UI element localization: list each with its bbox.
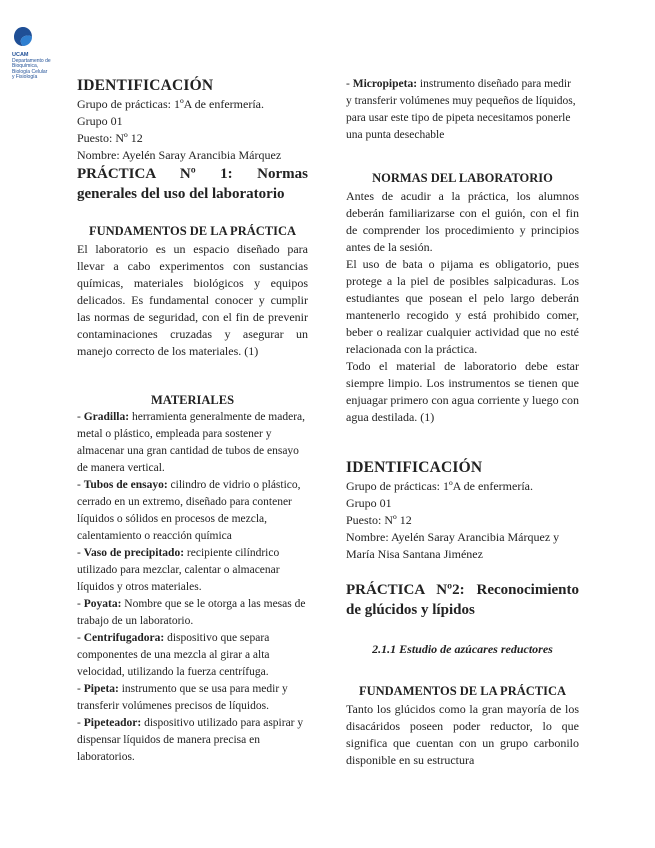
ucam-logo [12,26,68,81]
material-term: Pipeta: [83,683,119,695]
normas-paragraph: Antes de acudir a la práctica, los alumnos deberán familiarizarse con el guión, con el fin de comprender los procedimiento y principios antes de la sesión. [346,189,579,254]
identification-line: Grupo de prácticas: 1ºA de enfermería. [346,479,533,493]
identification-line: Nombre: Ayelén Saray Arancibia Márquez [77,148,282,162]
identification-line: Puesto: Nº 12 [346,513,412,527]
practice-1-title: PRÁCTICA Nº 1: Normas generales del uso del laboratorio [77,166,308,202]
identification-line: Grupo 01 [77,114,123,128]
identification-line: Nombre: Ayelén Saray Arancibia Márquez y María Nisa Santana Jiménez [346,530,560,561]
material-item: - Vaso de precipitado: recipiente cilíndrico utilizado para mezclar, calentar o almacenar líquidos y otros materiales. [77,547,280,593]
material-term: Gradilla: [83,411,130,423]
identification-block [77,76,308,164]
logo-line: Bioquímica, [12,63,39,69]
fundamentos-text: Tanto los glúcidos como la gran mayoría de los disacáridos poseen poder reductor, lo que significa que cuentan con un grupo carbonilo disponible en su estructura [346,702,579,767]
ucam-emblem-icon [12,26,34,50]
practice-1-title-block [77,164,308,204]
material-desc: herramienta generalmente de madera, metal o plástico, empleada para sostener y almacenar una gran cantidad de tubos de ensayo de manera vertical. [77,411,306,474]
fundamentos-text: El laboratorio es un espacio diseñado para llevar a cabo experimentos con sustancias químicas, materiales biológicos y equipos delicados. Es fundamental conocer y cumplir las normas de seguridad, con el fin de prevenir contaminaciones cruzadas y asegurar un manejo correcto de los materiales. (1) [77,242,308,358]
fundamentos-title: FUNDAMENTOS DE LA PRÁCTICA [88,224,297,238]
subsection-block [346,641,579,658]
identification-line: Grupo 01 [346,496,392,510]
material-desc: Nombre que se le otorga a las mesas de trabajo de un laboratorio. [77,598,306,627]
material-item: - Gradilla: herramienta generalmente de madera, metal o plástico, empleada para sostener y almacenar una gran cantidad de tubos de ensayo de manera vertical. [77,411,306,474]
fundamentos-2-block [346,683,579,769]
material-term: Centrifugadora: [83,632,165,644]
subsection-title: 2.1.1 Estudio de azúcares reductores [372,642,553,656]
material-desc: instrumento que se usa para medir y transferir volúmenes precisos de líquidos. [77,683,288,712]
material-desc: dispositivo utilizado para aspirar y dispensar líquidos de manera precisa en laboratorios. [77,717,304,763]
material-item: - Micropipeta: instrumento diseñado para medir y transferir volúmenes muy pequeños de líquidos, para usar este tipo de pipeta necesitamos ponerle una punta desechable [346,78,576,141]
material-item: - Pipeteador: dispositivo utilizado para aspirar y dispensar líquidos de manera precisa en laboratorios. [77,717,304,763]
material-item: - Pipeta: instrumento que se usa para medir y transferir volúmenes precisos de líquidos. [77,683,288,712]
normas-paragraph: El uso de bata o pijama es obligatorio, pues protege a la piel de posibles salpicaduras. Los estudiantes que posean el pelo largo deberán mantenerlo recogido y está prohibido comer, beber o realizar cualquier actividad que no esté relacionada con la práctica. [346,257,579,356]
practice-2-title-block [346,580,579,620]
material-item: - Centrifugadora: dispositivo que separa componentes de una mezcla al girar a alta velocidad, utilizando la fuerza centrífuga. [77,632,270,678]
identification-line: Grupo de prácticas: 1ºA de enfermería. [77,97,264,111]
micropipeta-block [346,76,579,144]
identification-block-2 [346,458,579,563]
practice-2-title: PRÁCTICA Nº2: Reconocimiento de glúcidos y lípidos [346,582,579,618]
material-desc: recipiente cilíndrico utilizado para mezclar, calentar o almacenar líquidos y otros materiales. [77,547,280,593]
material-term: Micropipeta: [352,78,418,90]
material-desc: cilindro de vidrio o plástico, cerrado en un extremo, diseñado para contener líquidos o sólidos en procesos de mezcla, calentamiento o reacción química [77,479,301,542]
identification-title: IDENTIFICACIÓN [346,459,483,476]
material-desc: instrumento diseñado para medir y transferir volúmenes muy pequeños de líquidos, para usar este tipo de pipeta necesitamos ponerle una punta desechable [346,78,576,141]
materials-block [77,392,308,766]
logo-line: Biología Celular [12,68,48,75]
fundamentos-block [77,223,308,360]
material-term: Tubos de ensayo: [83,479,168,491]
logo-line: y Fisiología [12,74,38,80]
normas-block [346,170,579,426]
material-term: Pipeteador: [83,717,142,729]
material-item: - Tubos de ensayo: cilindro de vidrio o plástico, cerrado en un extremo, diseñado para contener líquidos o sólidos en procesos de mezcla, calentamiento o reacción química [77,479,301,542]
material-term: Vaso de precipitado: [83,547,185,559]
identification-line: Puesto: Nº 12 [77,131,143,145]
materials-title: MATERIALES [150,393,235,407]
identification-title: IDENTIFICACIÓN [77,77,214,94]
normas-paragraph: Todo el material de laboratorio debe estar siempre limpio. Los instrumentos se tienen que enjuagar primero con agua corriente y luego con agua destilada. (1) [346,359,579,424]
material-item: - Poyata: Nombre que se le otorga a las mesas de trabajo de un laboratorio. [77,598,306,627]
fundamentos-title: FUNDAMENTOS DE LA PRÁCTICA [358,684,567,698]
logo-org: UCAM [12,52,29,58]
normas-title: NORMAS DEL LABORATORIO [372,171,553,185]
logo-caption [12,53,68,81]
material-term: Poyata: [83,598,122,610]
logo-line: Departamento de [12,57,51,64]
material-desc: dispositivo que separa componentes de una mezcla al girar a alta velocidad, utilizando la fuerza centrífuga. [77,632,270,678]
